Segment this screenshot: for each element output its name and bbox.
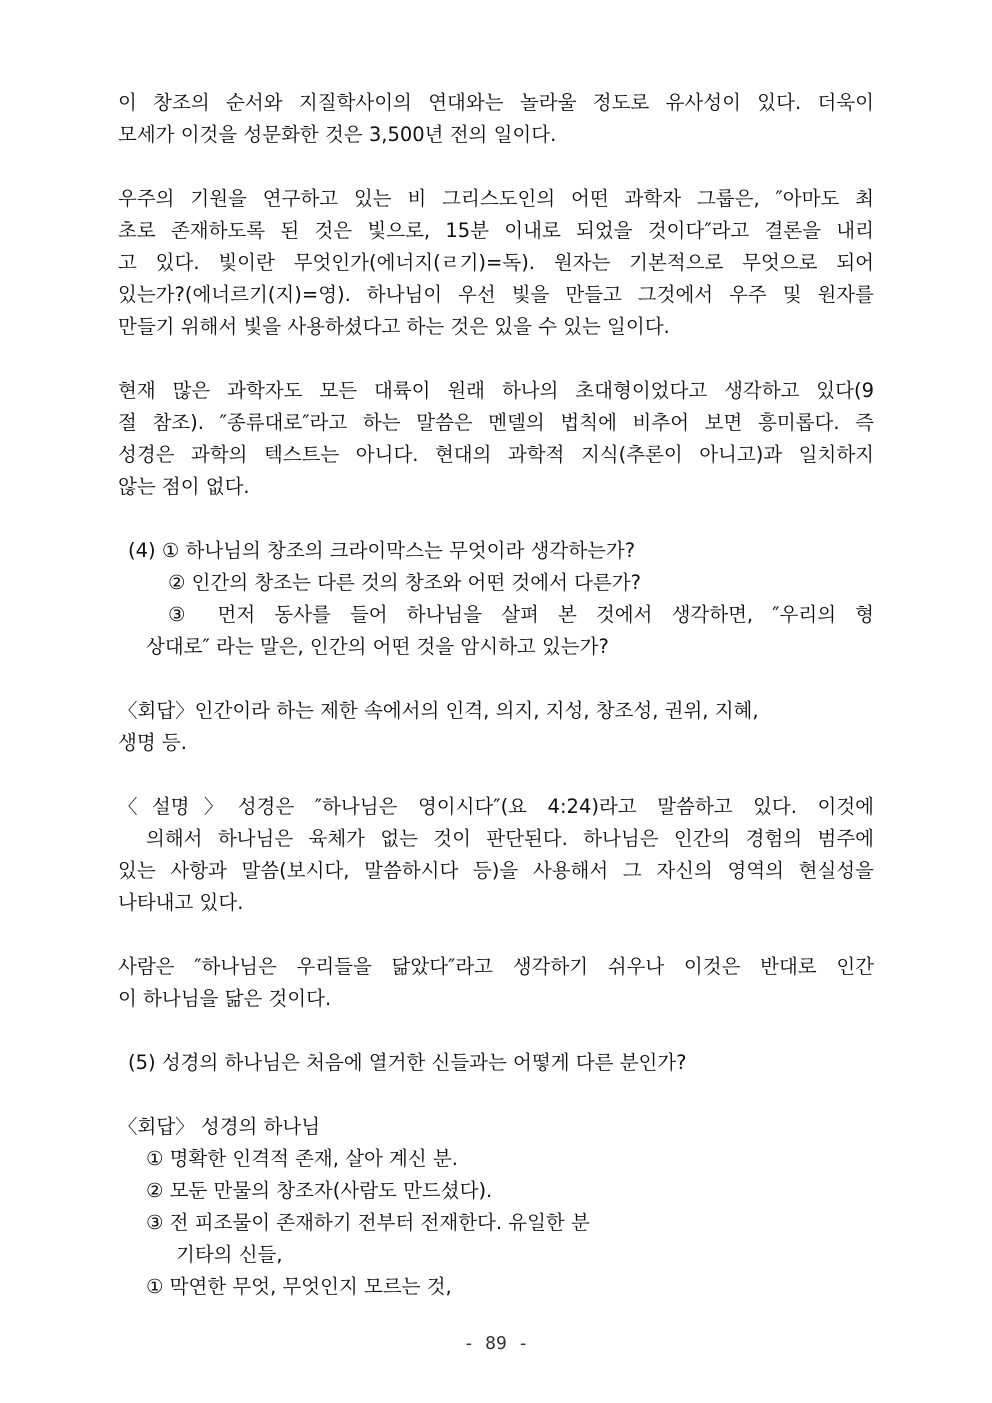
- paragraph-2-line-4: 있는가?(에너르기(지)=영). 하나님이 우선 빛을 만들고 그것에서 우주 및 원자를: [118, 283, 874, 306]
- explanation-line-4: 나타내고 있다.: [118, 891, 244, 914]
- explanation-line-2: 의해서 하나님은 육체가 없는 것이 판단된다. 하나님은 인간의 경험의 범주에: [146, 827, 874, 850]
- question-5: (5) 성경의 하나님은 처음에 열거한 신들과는 어떻게 다른 분인가?: [128, 1051, 687, 1074]
- paragraph-2-line-3: 고 있다. 빛이란 무엇인가(에너지(ㄹ기)=독). 원자는 기본적으로 무엇으로 되어: [118, 251, 874, 274]
- answer-5-item-1: ① 명확한 인격적 존재, 살아 계신 분.: [146, 1147, 458, 1170]
- paragraph-3-line-2: 절 참조). ″종류대로″라고 하는 말씀은 멘델의 법칙에 비추어 보면 흥미롭다. 즉: [118, 411, 874, 434]
- answer-5-heading: 〈회답〉 성경의 하나님: [118, 1115, 321, 1138]
- paragraph-4-line-2: 이 하나님을 닮은 것이다.: [118, 987, 332, 1010]
- page-number: - 89 -: [463, 1333, 529, 1354]
- question-4-line-2: ② 인간의 창조는 다른 것의 창조와 어떤 것에서 다른가?: [168, 571, 641, 594]
- question-4-line-4: 상대로″ 라는 말은, 인간의 어떤 것을 암시하고 있는가?: [146, 635, 609, 658]
- paragraph-2-line-2: 초로 존재하도록 된 것은 빛으로, 15분 이내로 되었을 것이다″라고 결론을 내리: [118, 219, 874, 242]
- paragraph-1-line-2: 모세가 이것을 성문화한 것은 3,500년 전의 일이다.: [118, 123, 557, 146]
- question-4-line-1: (4) ① 하나님의 창조의 크라이막스는 무엇이라 생각하는가?: [128, 539, 636, 562]
- answer-5-item-2: ② 모둔 만물의 창조자(사람도 만드셨다).: [146, 1179, 493, 1202]
- paragraph-1-line-1: 이 창조의 순서와 지질학사이의 연대와는 놀라울 정도로 유사성이 있다. 더욱이: [118, 91, 874, 114]
- paragraph-2-line-1: 우주의 기원을 연구하고 있는 비 그리스도인의 어떤 과학자 그룹은, ″아마도 최: [118, 187, 874, 210]
- paragraph-4-line-1: 사람은 ″하나님은 우리들을 닮았다″라고 생각하기 쉬우나 이것은 반대로 인간: [118, 955, 874, 978]
- paragraph-2-line-5: 만들기 위해서 빛을 사용하셨다고 하는 것은 있을 수 있는 일이다.: [118, 315, 670, 338]
- answer-5-item-3: ③ 전 피조물이 존재하기 전부터 전재한다. 유일한 분: [146, 1211, 590, 1234]
- paragraph-3-line-4: 않는 점이 없다.: [118, 475, 250, 498]
- explanation-line-1: 〈설명〉성경은 ″하나님은 영이시다″(요 4:24)라고 말씀하고 있다. 이것에: [118, 795, 874, 818]
- paragraph-3-line-1: 현재 많은 과학자도 모든 대륙이 원래 하나의 초대형이었다고 생각하고 있다(9: [118, 379, 874, 402]
- question-4-line-3: ③ 먼저 동사를 들어 하나님을 살펴 본 것에서 생각하면, ″우리의 형: [168, 603, 874, 626]
- paragraph-3-line-3: 성경은 과학의 텍스트는 아니다. 현대의 과학적 지식(추론이 아니고)과 일치하지: [118, 443, 874, 466]
- other-gods-item-1: ① 막연한 무엇, 무엇인지 모르는 것,: [146, 1275, 452, 1298]
- explanation-line-3: 있는 사항과 말씀(보시다, 말씀하시다 등)을 사용해서 그 자신의 영역의 현실성을: [118, 859, 874, 882]
- answer-4-line-1: 〈회답〉인간이라 하는 제한 속에서의 인격, 의지, 지성, 창조성, 권위, 지혜,: [118, 699, 759, 722]
- answer-4-line-2: 생명 등.: [118, 731, 187, 754]
- other-gods-heading: 기타의 신들,: [176, 1243, 283, 1266]
